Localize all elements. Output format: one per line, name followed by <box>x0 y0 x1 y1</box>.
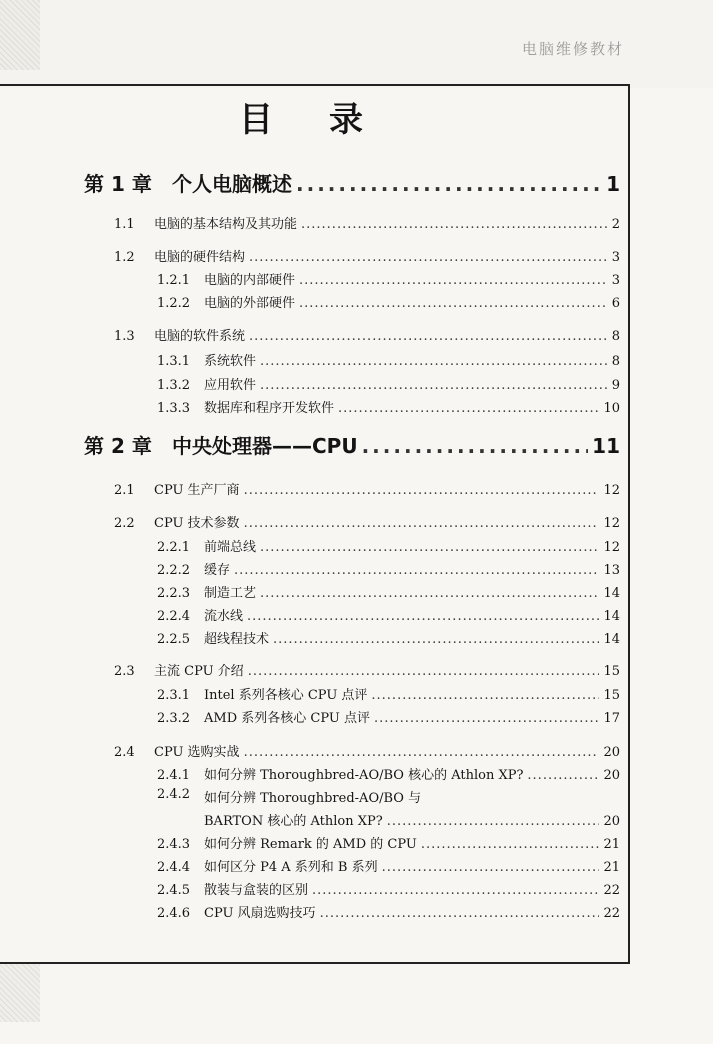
subsection-number: 2.2.2 <box>157 563 191 578</box>
section-number: 2.3 <box>114 664 135 679</box>
toc-subsection[interactable] <box>157 350 620 368</box>
subsection-title: 超线程技术 <box>204 632 270 647</box>
chapter-title: 中央处理器——CPU <box>172 434 358 458</box>
toc-section[interactable] <box>114 512 620 530</box>
subsection-title: 如何分辨 Thoroughbred-AO/BO 核心的 Athlon XP? <box>204 768 524 783</box>
toc-subsection[interactable] <box>157 879 620 897</box>
page-number: 10 <box>603 401 620 416</box>
dot-leader <box>244 483 600 498</box>
subsection-title-first-line: 如何分辨 Thoroughbred-AO/BO 与 <box>204 791 422 806</box>
dot-leader <box>260 586 599 601</box>
toc-subsection[interactable] <box>157 269 620 287</box>
section-title: CPU 生产厂商 <box>154 483 240 498</box>
dot-leader <box>382 860 600 875</box>
subsection-title: 制造工艺 <box>204 586 257 601</box>
page-number: 12 <box>603 516 620 531</box>
section-number: 1.2 <box>114 250 135 265</box>
dot-leader <box>312 883 599 898</box>
dot-leader <box>247 609 599 624</box>
toc-chapter[interactable] <box>84 430 620 456</box>
dot-leader <box>371 688 599 703</box>
dot-leader <box>244 516 600 531</box>
dot-leader <box>260 378 608 393</box>
dot-leader <box>296 172 602 196</box>
page-number: 12 <box>603 540 620 555</box>
subsection-number: 2.4.5 <box>157 883 191 898</box>
toc-subsection[interactable] <box>157 684 620 702</box>
toc-subsection[interactable] <box>157 292 620 310</box>
toc-subsection[interactable] <box>157 397 620 415</box>
subsection-number: 2.4.4 <box>157 860 191 875</box>
page-number: 14 <box>603 609 620 624</box>
section-number: 2.2 <box>114 516 135 531</box>
scan-artifact-bottom <box>0 962 40 1022</box>
dot-leader <box>260 354 608 369</box>
dot-leader <box>338 401 599 416</box>
section-title: CPU 选购实战 <box>154 745 240 760</box>
toc-subsection[interactable] <box>157 605 620 623</box>
toc-subsection[interactable] <box>204 810 620 828</box>
toc-section[interactable] <box>114 741 620 759</box>
page-number: 20 <box>603 768 620 783</box>
dot-leader <box>421 837 600 852</box>
page-number: 22 <box>603 906 620 921</box>
toc-subsection[interactable] <box>157 856 620 874</box>
toc-subsection[interactable] <box>157 536 620 554</box>
frame-rule-bottom <box>0 962 630 964</box>
toc-subsection[interactable] <box>157 764 620 782</box>
subsection-number: 1.3.1 <box>157 354 191 369</box>
page-number: 3 <box>611 250 620 265</box>
toc-subsection[interactable] <box>157 559 620 577</box>
section-title: 电脑的硬件结构 <box>154 250 246 265</box>
subsection-title: 如何分辨 Remark 的 AMD 的 CPU <box>204 837 417 852</box>
toc-subsection[interactable] <box>157 374 620 392</box>
subsection-title: 如何区分 P4 A 系列和 B 系列 <box>204 860 378 875</box>
subsection-number: 2.4.6 <box>157 906 191 921</box>
toc-section[interactable] <box>114 325 620 343</box>
page-number: 11 <box>592 434 620 458</box>
page-number: 12 <box>603 483 620 498</box>
subsection-title: 散装与盒装的区别 <box>204 883 309 898</box>
dot-leader <box>299 273 608 288</box>
subsection-title-continued: BARTON 核心的 Athlon XP? <box>204 814 383 829</box>
section-number: 1.3 <box>114 329 135 344</box>
page-number: 14 <box>603 586 620 601</box>
chapter-number: 第 2 章 <box>84 434 152 458</box>
subsection-title: AMD 系列各核心 CPU 点评 <box>204 711 370 726</box>
page-number: 13 <box>603 563 620 578</box>
subsection-title: 数据库和程序开发软件 <box>204 401 335 416</box>
subsection-number: 2.4.3 <box>157 837 191 852</box>
page-number: 20 <box>603 814 620 829</box>
chapter-title: 个人电脑概述 <box>172 172 292 196</box>
page-number: 1 <box>606 172 620 196</box>
subsection-number: 2.3.1 <box>157 688 191 703</box>
page-number: 14 <box>603 632 620 647</box>
dot-leader <box>249 329 608 344</box>
dot-leader <box>301 217 608 232</box>
page-number: 21 <box>603 837 620 852</box>
subsection-title: 前端总线 <box>204 540 257 555</box>
dot-leader <box>527 768 599 783</box>
dot-leader <box>299 296 608 311</box>
subsection-number: 2.3.2 <box>157 711 191 726</box>
toc-subsection[interactable] <box>157 582 620 600</box>
dot-leader <box>234 563 599 578</box>
subsection-title: 系统软件 <box>204 354 257 369</box>
page-number: 8 <box>611 329 620 344</box>
toc-section[interactable] <box>114 479 620 497</box>
subsection-title: 电脑的内部硬件 <box>204 273 296 288</box>
subsection-number: 2.4.1 <box>157 768 191 783</box>
section-title: 电脑的软件系统 <box>154 329 246 344</box>
subsection-title: CPU 风扇选购技巧 <box>204 906 316 921</box>
frame-rule-top <box>0 84 630 86</box>
subsection-title: Intel 系列各核心 CPU 点评 <box>204 688 368 703</box>
dot-leader <box>387 814 600 829</box>
toc-subsection[interactable] <box>157 902 620 920</box>
section-title: CPU 技术参数 <box>154 516 240 531</box>
toc-subsection[interactable] <box>157 833 620 851</box>
chapter-number: 第 1 章 <box>84 172 152 196</box>
toc-section[interactable] <box>114 246 620 264</box>
subsection-number: 1.2.1 <box>157 273 191 288</box>
toc-chapter[interactable] <box>84 168 620 194</box>
page-number: 17 <box>603 711 620 726</box>
page-number: 15 <box>603 664 620 679</box>
subsection-number: 1.3.3 <box>157 401 191 416</box>
subsection-number: 1.2.2 <box>157 296 191 311</box>
section-number: 2.1 <box>114 483 135 498</box>
subsection-title: 应用软件 <box>204 378 257 393</box>
subsection-number: 2.2.1 <box>157 540 191 555</box>
subsection-number: 2.2.5 <box>157 632 191 647</box>
subsection-title: 电脑的外部硬件 <box>204 296 296 311</box>
page-number: 3 <box>611 273 620 288</box>
toc-subsection[interactable] <box>157 628 620 646</box>
page-number: 21 <box>603 860 620 875</box>
page-number: 22 <box>603 883 620 898</box>
subsection-title: 缓存 <box>204 563 231 578</box>
toc-title: 目录 <box>239 100 419 140</box>
scan-artifact-top <box>0 0 40 70</box>
dot-leader <box>320 906 600 921</box>
page-number: 6 <box>611 296 620 311</box>
page-number: 2 <box>611 217 620 232</box>
toc-subsection[interactable] <box>157 707 620 725</box>
dot-leader <box>374 711 600 726</box>
dot-leader <box>244 745 600 760</box>
subsection-title: 流水线 <box>204 609 244 624</box>
dot-leader <box>249 250 608 265</box>
section-title: 主流 CPU 介绍 <box>154 664 244 679</box>
running-head: 电脑维修教材 <box>521 40 624 58</box>
subsection-number: 2.2.4 <box>157 609 191 624</box>
dot-leader <box>248 664 600 679</box>
section-title: 电脑的基本结构及其功能 <box>154 217 298 232</box>
dot-leader <box>362 434 589 458</box>
subsection-number: 2.2.3 <box>157 586 191 601</box>
dot-leader <box>260 540 599 555</box>
toc-section[interactable] <box>114 213 620 231</box>
section-number: 2.4 <box>114 745 135 760</box>
page-number: 20 <box>603 745 620 760</box>
toc-title-wrap <box>0 100 713 140</box>
dot-leader <box>273 632 599 647</box>
toc-section[interactable] <box>114 660 620 678</box>
page-number: 8 <box>611 354 620 369</box>
subsection-number-second: 2.4.2 <box>157 787 191 802</box>
page-number: 9 <box>611 378 620 393</box>
subsection-number: 1.3.2 <box>157 378 191 393</box>
page-number: 15 <box>603 688 620 703</box>
section-number: 1.1 <box>114 217 135 232</box>
frame-rule-right <box>628 84 630 964</box>
